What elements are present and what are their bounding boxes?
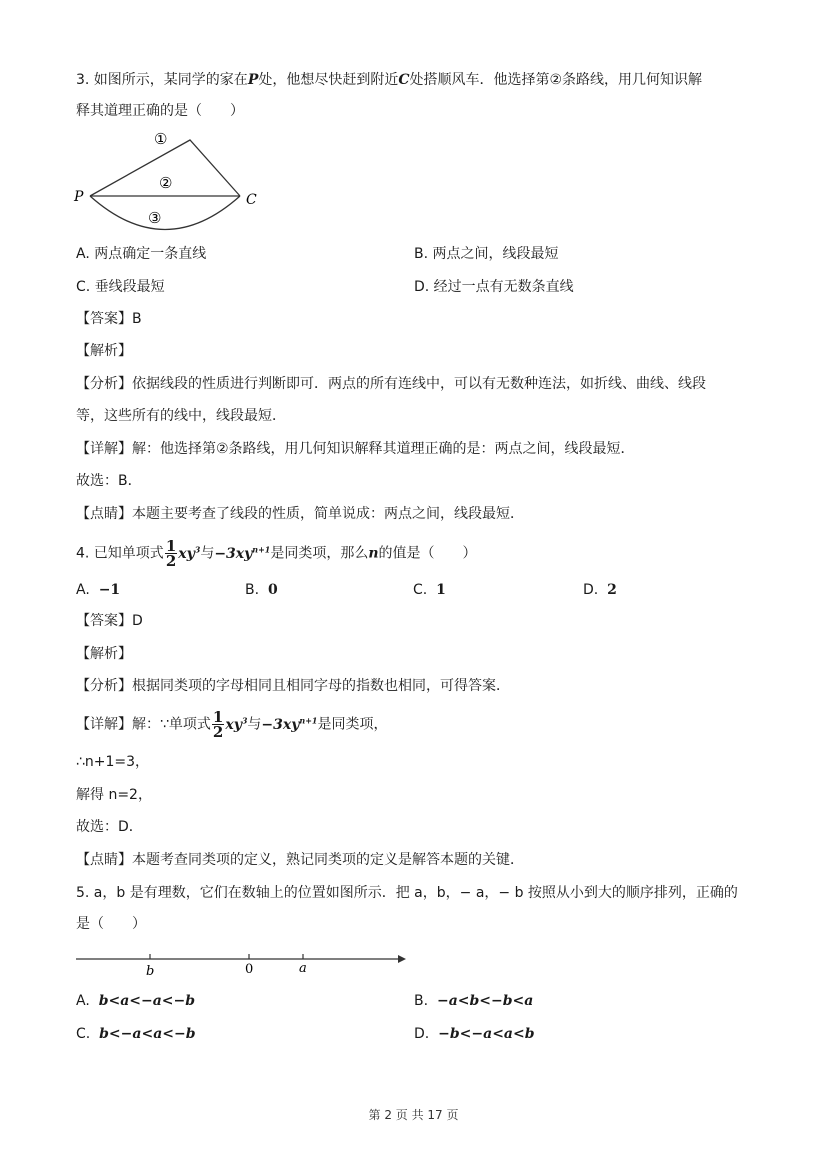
q3-jiexi: 【解析】 (76, 343, 132, 359)
q5-option-a: A. b<a<−a<−b (76, 993, 196, 1009)
q4-comment: 【点睛】本题考查同类项的定义，熟记同类项的定义是解答本题的关键． (76, 852, 524, 868)
q4-answer: 【答案】D (76, 613, 143, 629)
q4-n: n (368, 545, 379, 562)
route-3-arc (90, 196, 240, 230)
route-label-2: ② (159, 174, 173, 192)
q4-detail-term2: $-3xy^{n+1}$ (261, 715, 318, 733)
q3-option-d: D. 经过一点有无数条直线 (414, 279, 574, 295)
q4-step1: ∴n+1=3， (76, 754, 150, 770)
q3-point-p: P (247, 72, 259, 88)
q4-and: 与 (200, 545, 215, 562)
q4-frac-den: 2 (165, 552, 177, 571)
q4-stem-a: 4. 已知单项式 (76, 545, 164, 562)
q4-detail (76, 705, 387, 740)
q4-detail-a: 【详解】解：∵单项式 (76, 716, 211, 733)
q3-detail: 【详解】解：他选择第②条路线，用几何知识解释其道理正确的是：两点之间，线段最短． (76, 441, 635, 457)
q4-stem-b: 是同类项，那么 (270, 545, 369, 562)
figure-label-c: C (246, 192, 257, 208)
q3-stem-b: 处，他想尽快赶到附近 (258, 72, 399, 88)
q4-option-a: A. −1 (76, 582, 121, 598)
q3-analysis-line2: 等，这些所有的线中，线段最短． (76, 408, 286, 424)
q4-jiexi: 【解析】 (76, 646, 132, 662)
q3-stem-a: 3. 如图所示，某同学的家在 (76, 72, 248, 88)
q4-option-b: B. 0 (245, 582, 278, 598)
q3-answer: 【答案】B (76, 311, 142, 327)
label-0: 0 (245, 962, 254, 977)
label-a: a (299, 961, 307, 976)
q4-term1: $xy^3$ (178, 544, 201, 562)
q3-stem-c: 处搭顺风车．他选择第②条路线，用几何知识解 (409, 72, 703, 88)
q3-option-a: A. 两点确定一条直线 (76, 246, 207, 262)
q4-detail-term1: $xy^3$ (225, 715, 248, 733)
route-label-3: ③ (148, 209, 162, 227)
q3-stem-line1 (76, 70, 702, 90)
q4-step2: 解得 n=2， (76, 787, 152, 803)
q3-comment: 【点睛】本题主要考查了线段的性质，简单说成：两点之间，线段最短． (76, 506, 524, 522)
q4-stem-c: 的值是（ ） (378, 545, 477, 562)
route-label-1: ① (154, 130, 168, 148)
q4-analysis: 【分析】根据同类项的字母相同且相同字母的指数也相同，可得答案． (76, 678, 510, 694)
q3-point-c: C (398, 72, 410, 88)
q4-detail-fraction: $\frac{1}{2}$ (212, 708, 224, 742)
q4-option-c: C. 1 (413, 582, 446, 598)
q4-frac-num: 1 (165, 537, 177, 556)
q4-fraction (165, 537, 177, 571)
q5-option-d: D. −b<−a<a<b (414, 1026, 535, 1042)
q4-choose: 故选：D． (76, 819, 143, 835)
q3-option-b: B. 两点之间，线段最短 (414, 246, 559, 262)
axis-arrow (398, 955, 406, 963)
q5-option-c: C. b<−a<a<−b (76, 1026, 196, 1042)
q3-analysis-line1: 【分析】依据线段的性质进行判断即可．两点的所有连线中，可以有无数种连法，如折线、曲线、线段 (76, 376, 706, 392)
q4-option-d: D. 2 (583, 582, 617, 598)
q5-number-line (72, 946, 412, 980)
q3-option-c: C. 垂线段最短 (76, 279, 165, 295)
q4-detail-b: 是同类项， (317, 716, 388, 733)
q3-route-figure (70, 128, 270, 234)
label-b: b (146, 964, 155, 979)
q4-detail-and: 与 (247, 716, 262, 733)
q3-choose: 故选：B． (76, 473, 142, 489)
q3-stem-line2: 释其道理正确的是（ ） (76, 103, 244, 119)
q5-stem-line2: 是（ ） (76, 916, 146, 932)
q4-term2: $-3xy^{n+1}$ (214, 544, 271, 562)
q5-stem-line1: 5. a，b 是有理数，它们在数轴上的位置如图所示．把 a，b，− a，− b 按照从小到大的顺序排列，正确的 (76, 885, 738, 901)
q4-stem (76, 534, 477, 569)
figure-label-p: P (74, 189, 84, 205)
q5-option-b: B. −a<b<−b<a (414, 993, 534, 1009)
page-footer: 第 2 页 共 17 页 (368, 1108, 459, 1122)
